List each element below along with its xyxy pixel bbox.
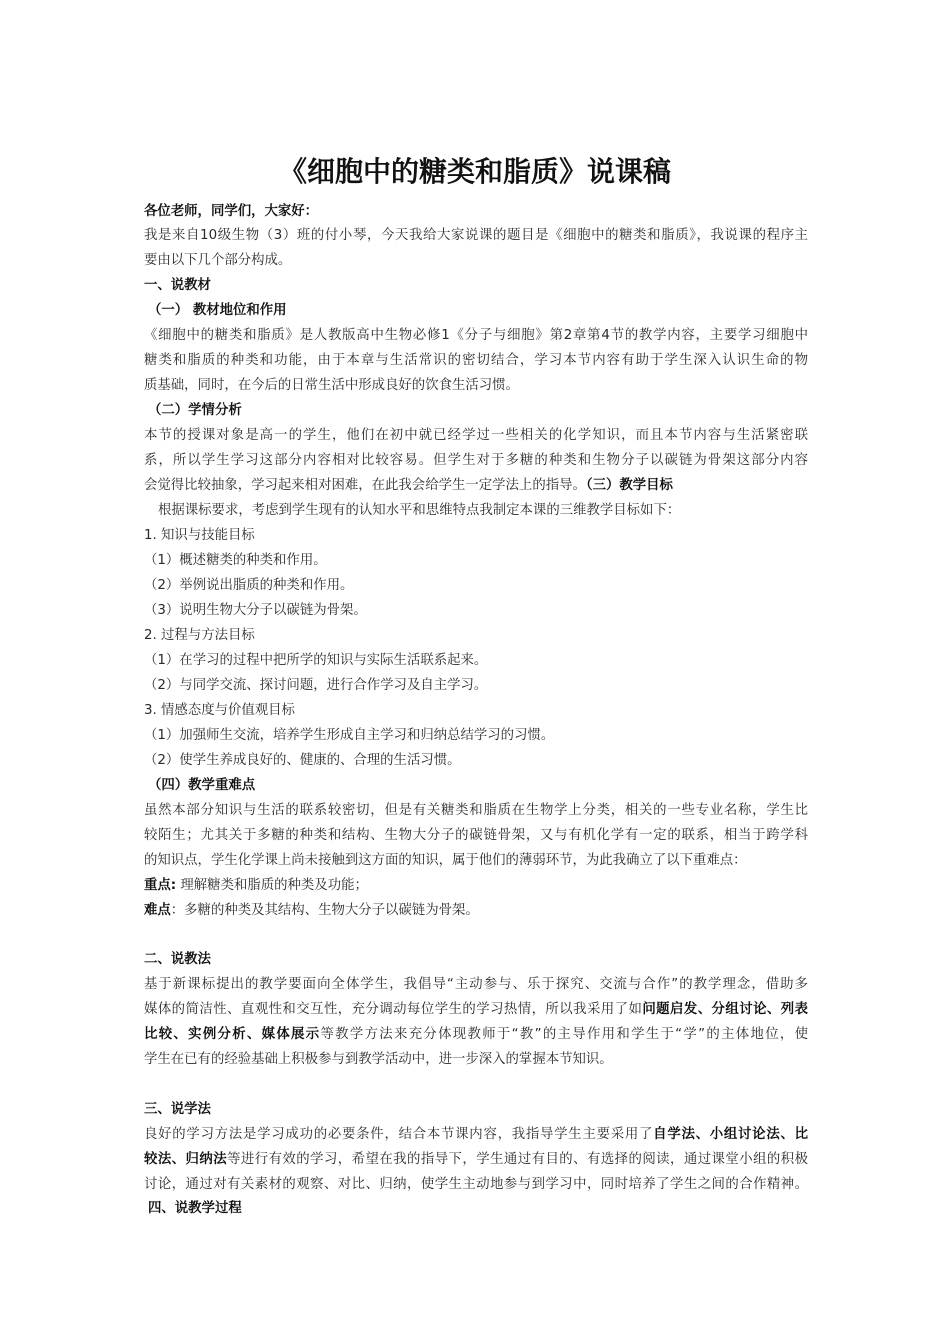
goal-heading-2: 2. 过程与方法目标 [144, 628, 255, 643]
key-point-label: 重点: [144, 878, 177, 893]
paragraph-text: 媒体的简洁性、直观性和交互性，充分调动每位学生的学习热情，所以我采用了如 [144, 1002, 643, 1017]
study-method-emphasis: 较法、归纳法 [144, 1152, 228, 1167]
paragraph-text: 良好的学习方法是学习成功的必要条件，结合本节课内容，我指导学生主要采用了 [144, 1127, 654, 1142]
paragraph-line [144, 1150, 808, 1170]
difficult-point-label: 难点 [144, 903, 171, 918]
key-point [144, 876, 368, 896]
difficult-point [144, 901, 479, 921]
method-emphasis: 问题启发、分组讨论、列表 [642, 1002, 809, 1017]
paragraph-line: 的知识点，学生化学课上尚未接触到这方面的知识，属于他们的薄弱环节，为此我确立了以下重难点： [144, 853, 747, 868]
paragraph-line [144, 1025, 808, 1045]
section-heading-1: 一、说教材 [144, 278, 211, 293]
subsection-heading-1-3: （三）教学目标 [585, 478, 673, 493]
goal-item: （1）在学习的过程中把所学的知识与实际生活联系起来。 [144, 653, 488, 668]
goal-heading-1: 1. 知识与技能目标 [144, 528, 255, 543]
subsection-heading-1-4: （四）教学重难点 [148, 778, 256, 793]
paragraph-line: 根据课标要求，考虑到学生现有的认知水平和思维特点我制定本课的三维教学目标如下： [158, 503, 681, 518]
paragraph-line: 虽然本部分知识与生活的联系较密切，但是有关糖类和脂质在生物学上分类，相关的一些专业名称，学生比 [144, 803, 808, 818]
goal-item: （3）说明生物大分子以碳链为骨架。 [144, 603, 367, 618]
paragraph-line: 讨论，通过对有关素材的观察、对比、归纳，使学生主动地参与到学习中，同时培养了学生之间的合作精神。 [144, 1177, 808, 1192]
paragraph-line: 糖类和脂质的种类和功能，由于本章与生活常识的密切结合，学习本节内容有助于学生深入认识生命的物 [144, 353, 808, 368]
paragraph-line: 质基础，同时，在今后的日常生活中形成良好的饮食生活习惯。 [144, 378, 519, 393]
intro-line-2: 要由以下几个部分构成。 [144, 253, 292, 268]
paragraph-line: 基于新课标提出的教学要面向全体学生，我倡导“主动参与、乐于探究、交流与合作”的教学理念，借助多 [144, 977, 808, 992]
paragraph-line [144, 1125, 808, 1145]
goal-item: （2）举例说出脂质的种类和作用。 [144, 578, 354, 593]
intro-line-1: 我是来自10级生物（3）班的付小琴，今天我给大家说课的题目是《细胞中的糖类和脂质》，我说课的程序主 [144, 228, 808, 243]
goal-item: （2）使学生养成良好的、健康的、合理的生活习惯。 [144, 753, 461, 768]
paragraph-line: 较陌生；尤其关于多糖的种类和结构、生物大分子的碳链骨架，又与有机化学有一定的联系，相当于跨学科 [144, 828, 808, 843]
subsection-heading-1-1: （一） 教材地位和作用 [148, 303, 287, 318]
page-title: 《细胞中的糖类和脂质》说课稿 [278, 155, 671, 188]
paragraph-line [144, 1000, 808, 1020]
method-emphasis: 比较、实例分析、媒体展示 [144, 1027, 321, 1042]
paragraph-text: 等进行有效的学习，希望在我的指导下，学生通过有目的、有选择的阅读，通过课堂小组的积极 [227, 1152, 809, 1167]
paragraph-text: 会觉得比较抽象，学习起来相对困难，在此我会给学生一定学法上的指导。 [144, 478, 586, 493]
goal-heading-3: 3. 情感态度与价值观目标 [144, 703, 295, 718]
goal-item: （2）与同学交流、探讨问题，进行合作学习及自主学习。 [144, 678, 488, 693]
paragraph-line: 《细胞中的糖类和脂质》是人教版高中生物必修1《分子与细胞》第2章第4节的教学内容，主要学习细胞中 [144, 328, 808, 343]
paragraph-line: 学生在已有的经验基础上积极参与到教学活动中，进一步深入的掌握本节知识。 [144, 1052, 613, 1067]
section-heading-2: 二、说教法 [144, 952, 211, 967]
section-heading-3: 三、说学法 [144, 1102, 211, 1117]
paragraph-line: 系，所以学生学习这部分内容相对比较容易。但学生对于多糖的种类和生物分子以碳链为骨架这部分内容 [144, 453, 808, 468]
study-method-emphasis: 自学法、小组讨论法、比 [653, 1127, 808, 1142]
greeting: 各位老师，同学们，大家好： [144, 204, 319, 219]
paragraph-text: 等教学方法来充分体现教师于“教”的主导作用和学生于“学”的主体地位，使 [320, 1027, 809, 1042]
key-point-text: 理解糖类和脂质的种类及功能； [176, 878, 368, 893]
paragraph-line: 本节的授课对象是高一的学生，他们在初中就已经学过一些相关的化学知识，而且本节内容与生活紧密联 [144, 428, 808, 443]
section-heading-4: 四、说教学过程 [148, 1201, 242, 1216]
subsection-heading-1-2: （二）学情分析 [148, 403, 242, 418]
goal-item: （1）概述糖类的种类和作用。 [144, 553, 327, 568]
difficult-point-text: ：多糖的种类及其结构、生物大分子以碳链为骨架。 [170, 903, 479, 918]
goal-item: （1）加强师生交流，培养学生形成自主学习和归纳总结学习的习惯。 [144, 728, 555, 743]
paragraph-line [144, 476, 673, 496]
